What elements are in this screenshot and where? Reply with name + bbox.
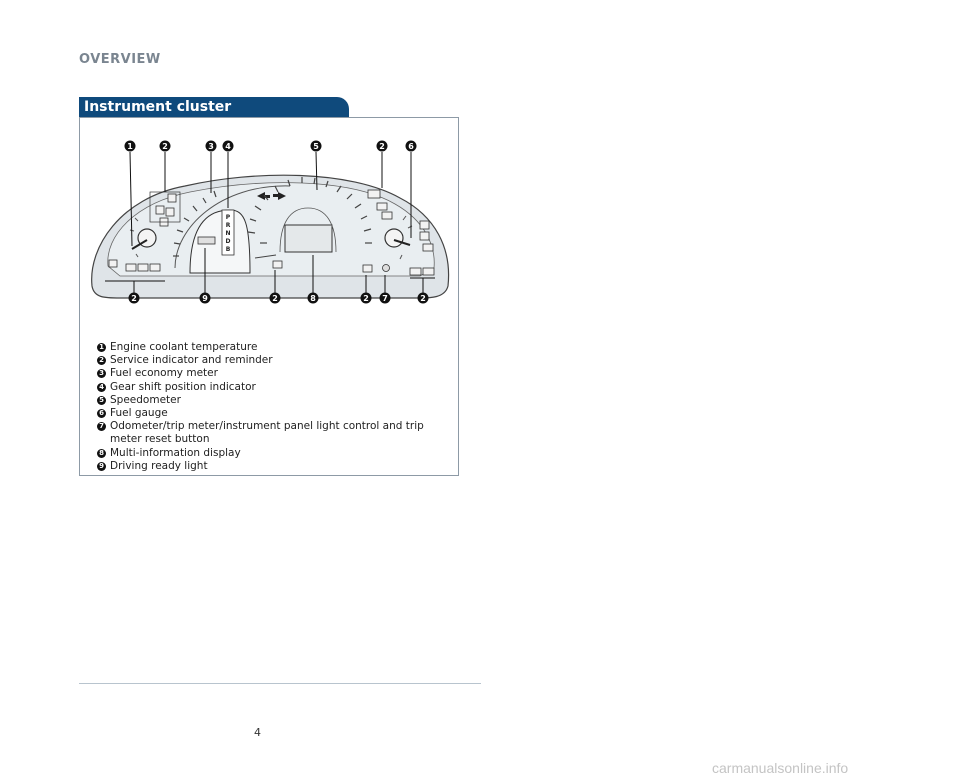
page-number: 4 bbox=[254, 726, 261, 739]
instrument-cluster-diagram bbox=[80, 118, 458, 333]
callout-label: 7 bbox=[382, 294, 388, 303]
legend-number: 4 bbox=[97, 383, 106, 392]
watermark: carmanualsonline.info bbox=[712, 760, 849, 776]
callout-label: 2 bbox=[420, 294, 426, 303]
section-title: Instrument cluster bbox=[84, 99, 232, 115]
gear-letter: R bbox=[225, 222, 231, 229]
section-header: OVERVIEW bbox=[79, 52, 161, 67]
legend-text: Fuel economy meter bbox=[110, 367, 218, 380]
legend-item bbox=[97, 367, 457, 380]
legend-number: 5 bbox=[97, 396, 106, 405]
legend-number: 3 bbox=[97, 369, 106, 378]
legend-text: Gear shift position indicator bbox=[110, 380, 256, 393]
footer-divider bbox=[79, 683, 481, 684]
legend-number: 8 bbox=[97, 449, 106, 458]
legend-item bbox=[97, 381, 457, 394]
callout-label: 1 bbox=[127, 142, 133, 151]
legend-text: Engine coolant temperature bbox=[110, 341, 258, 353]
callout-label: 3 bbox=[208, 142, 214, 151]
legend-number: 2 bbox=[97, 356, 106, 365]
legend-text: Speedometer bbox=[110, 393, 181, 406]
legend-number: 1 bbox=[97, 343, 106, 352]
legend-text: Service indicator and reminder bbox=[110, 354, 273, 367]
odometer-knob bbox=[383, 265, 390, 272]
callout-label: 9 bbox=[202, 294, 208, 303]
gear-letter: N bbox=[225, 230, 231, 237]
legend-text: Multi-information display bbox=[110, 446, 241, 459]
legend-item bbox=[97, 420, 457, 446]
ready-light bbox=[198, 237, 215, 244]
legend-text: Odometer/trip meter/instrument panel light control and trip meter reset button bbox=[110, 420, 424, 446]
gear-letter: D bbox=[225, 238, 231, 245]
callout-label: 2 bbox=[131, 294, 137, 303]
callout-label: 8 bbox=[310, 294, 316, 303]
multi-information-display bbox=[285, 225, 332, 252]
callout-label: 2 bbox=[162, 142, 168, 151]
callout-label: 6 bbox=[408, 142, 414, 151]
gear-letter: P bbox=[225, 214, 231, 221]
legend-item bbox=[97, 460, 457, 473]
gear-letter: B bbox=[225, 246, 231, 253]
fuel-gauge-dial bbox=[385, 229, 403, 247]
legend-item bbox=[97, 341, 457, 354]
legend-item bbox=[97, 354, 457, 367]
callout-label: 2 bbox=[379, 142, 385, 151]
callout-label: 4 bbox=[225, 142, 231, 151]
legend-number: 7 bbox=[97, 422, 106, 431]
callout-label: 5 bbox=[313, 142, 319, 151]
legend-text: Driving ready light bbox=[110, 459, 208, 472]
callout-label: 2 bbox=[272, 294, 278, 303]
legend-number: 9 bbox=[97, 462, 106, 471]
legend-text: Fuel gauge bbox=[110, 407, 168, 420]
legend-item bbox=[97, 447, 457, 460]
legend-number: 6 bbox=[97, 409, 106, 418]
legend-item bbox=[97, 407, 457, 420]
legend-item bbox=[97, 394, 457, 407]
legend-list bbox=[97, 341, 457, 473]
callout-label: 2 bbox=[363, 294, 369, 303]
